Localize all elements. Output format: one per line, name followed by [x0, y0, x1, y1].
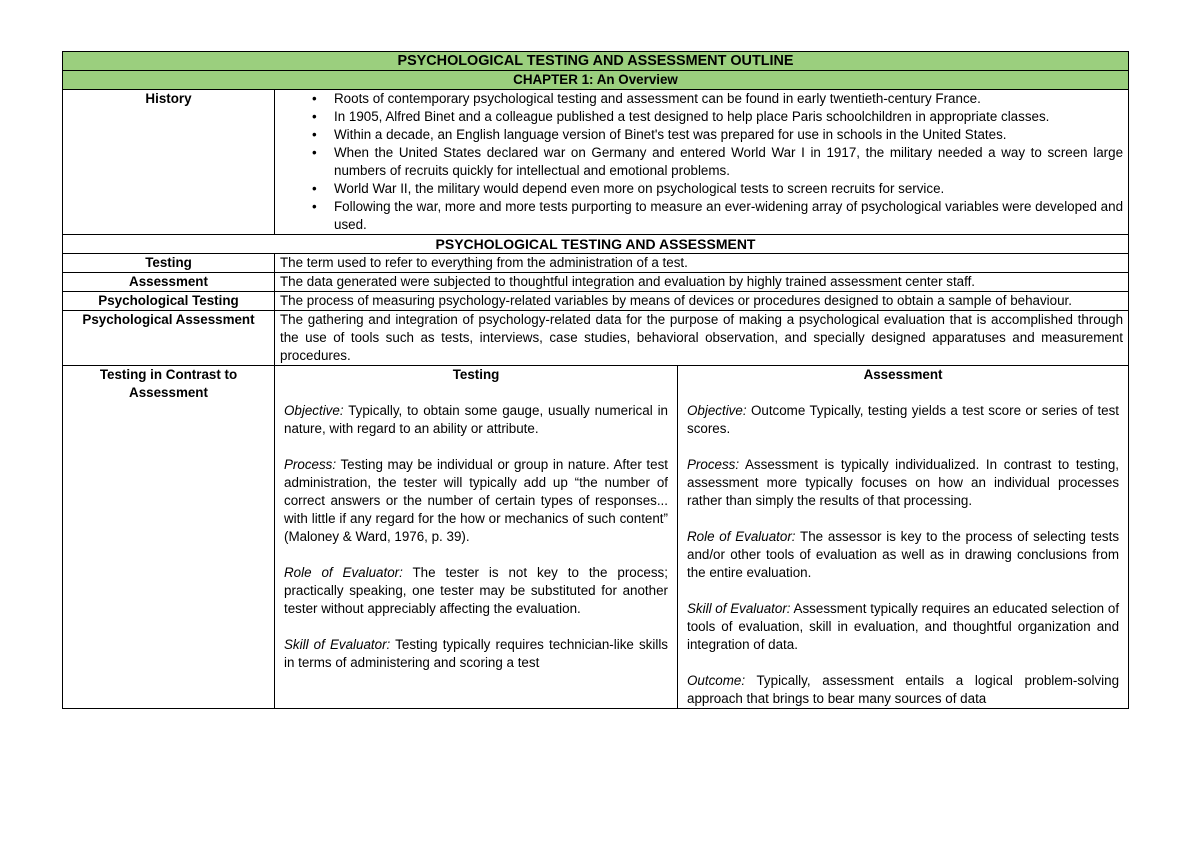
history-item: • World War II, the military would depend even more on psychological tests to screen recruits for service.: [334, 180, 1123, 198]
testing-skill-label: Skill of Evaluator:: [284, 637, 391, 652]
assessment-heading: Assessment: [863, 367, 943, 382]
assessment-skill: [687, 600, 1119, 654]
assessment-skill-text: Assessment typically requires an educated selection of tools of evaluation, skill in evaluation, and thoughtful organization and integration of data.: [687, 601, 1120, 652]
history-item: • Within a decade, an English language version of Binet's test was prepared for use in schools in the United States.: [334, 126, 1123, 144]
assessment-outcome: [687, 672, 1119, 708]
testing-skill: [284, 636, 668, 672]
testing-objective-label: Objective:: [284, 403, 344, 418]
definition-text: The data generated were subjected to thoughtful integration and evaluation by highly trained assessment center staff.: [275, 273, 1129, 292]
history-item: • Roots of contemporary psychological testing and assessment can be found in early twentieth-century France.: [334, 90, 1123, 108]
definition-row: [63, 292, 1129, 311]
assessment-role-text: The assessor is key to the process of selecting tests and/or other tools of evaluation as well as in drawing conclusions from the entire evaluation.: [687, 529, 1120, 580]
assessment-process-label: Process:: [687, 457, 740, 472]
testing-skill-text: Testing typically requires technician-like skills in terms of administering and scoring a test: [284, 637, 668, 670]
history-content: [275, 90, 1129, 235]
assessment-objective-text: Outcome Typically, testing yields a test score or series of test scores.: [687, 403, 1120, 436]
document-title: PSYCHOLOGICAL TESTING AND ASSESSMENT OUTLINE: [63, 52, 1129, 71]
assessment-role: [687, 528, 1119, 582]
definition-text: The process of measuring psychology-related variables by means of devices or procedures designed to obtain a sample of behaviour.: [275, 292, 1129, 311]
definition-text: The gathering and integration of psychology-related data for the purpose of making a psychological evaluation that is accomplished through the use of tools such as tests, interviews, case studies, behavioral observation, and specially designed apparatuses and measurement procedures.: [275, 311, 1129, 366]
assessment-column: [678, 366, 1129, 709]
history-label: History: [63, 90, 275, 235]
history-item: • Following the war, more and more tests purporting to measure an ever-widening array of psychological variables were developed and used.: [334, 198, 1123, 234]
testing-role: [284, 564, 668, 618]
testing-process-text: Testing may be individual or group in nature. After test administration, the tester will typically add up “the number of correct answers or the number of certain types of responses... with little if any regard for the how or mechanics of such content” (Maloney & Ward, 1976, p. 39).: [284, 457, 668, 544]
definition-text: The term used to refer to everything from the administration of a test.: [275, 254, 1129, 273]
definition-term: Testing: [63, 254, 275, 273]
assessment-process: [687, 456, 1119, 510]
definition-term: Psychological Testing: [63, 292, 275, 311]
assessment-skill-label: Skill of Evaluator:: [687, 601, 791, 616]
history-item: • In 1905, Alfred Binet and a colleague published a test designed to help place Paris schoolchildren in appropriate classes.: [334, 108, 1123, 126]
testing-column: [275, 366, 678, 709]
testing-role-text: The tester is not key to the process; practically speaking, one tester may be substituted for another tester without appreciably affecting the evaluation.: [284, 565, 668, 616]
testing-process-label: Process:: [284, 457, 337, 472]
testing-objective: [284, 402, 668, 438]
assessment-outcome-text: Typically, assessment entails a logical problem-solving approach that brings to bear many sources of data: [687, 673, 1120, 706]
history-row: [63, 90, 1129, 235]
assessment-outcome-label: Outcome:: [687, 673, 746, 688]
history-item: • When the United States declared war on Germany and entered World War I in 1917, the military needed a way to screen large numbers of recruits quickly for intellectual and emotional problems.: [334, 144, 1123, 180]
chapter-heading: CHAPTER 1: An Overview: [63, 71, 1129, 90]
definition-term: Assessment: [63, 273, 275, 292]
contrast-row: [63, 366, 1129, 709]
definition-row: [63, 273, 1129, 292]
testing-objective-text: Typically, to obtain some gauge, usually numerical in nature, with regard to an ability or attribute.: [284, 403, 668, 436]
assessment-process-text: Assessment is typically individualized. In contrast to testing, assessment more typically focuses on how an individual processes rather than simply the results of that processing.: [687, 457, 1120, 508]
assessment-role-label: Role of Evaluator:: [687, 529, 796, 544]
definition-row: [63, 311, 1129, 366]
section-heading: PSYCHOLOGICAL TESTING AND ASSESSMENT: [63, 235, 1129, 254]
outline-table: [62, 51, 1129, 709]
history-list: [280, 90, 1123, 234]
definition-row: [63, 254, 1129, 273]
testing-role-label: Role of Evaluator:: [284, 565, 403, 580]
testing-heading: Testing: [452, 367, 500, 382]
testing-process: [284, 456, 668, 546]
assessment-objective: [687, 402, 1119, 438]
contrast-label: Testing in Contrast to Assessment: [63, 366, 275, 709]
definition-term: Psychological Assessment: [63, 311, 275, 366]
assessment-objective-label: Objective:: [687, 403, 747, 418]
